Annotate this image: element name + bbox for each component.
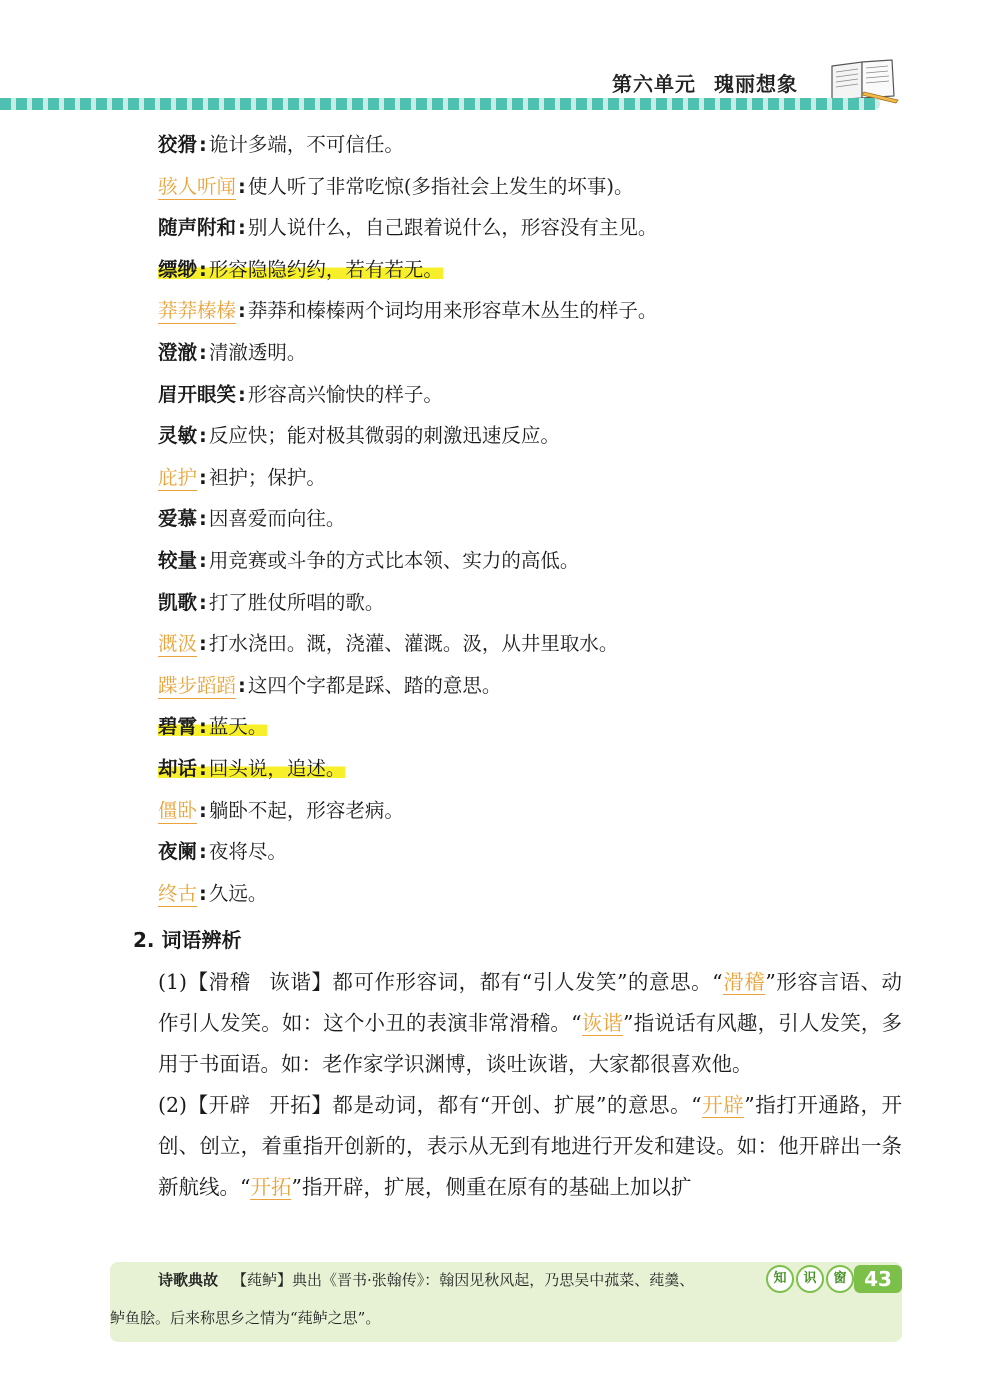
highlighted-entry: 缥缈 : 形容隐隐约约，若有若无。 [158,257,443,281]
analysis-text: ”形容言语、动作引人发笑。如：这个小丑的表演非常滑稽。“ [158,970,903,1035]
analysis-text: ”指打开通路，开创、创立，着重指开创新的，表示从无到有地进行开发和建设。如：他开辟出一条新航线。“ [158,1093,903,1199]
vocab-definition: 这四个字都是踩、踏的意思。 [247,673,502,697]
vocab-term: 较量 [158,548,198,572]
linked-word[interactable]: 开拓 [250,1175,292,1199]
badge-char: 窗 [826,1265,854,1293]
vocab-term-link[interactable]: 蹀步蹈蹈 [158,673,237,697]
linked-word[interactable]: 诙谐 [581,1011,624,1035]
vocab-definition: 用竞赛或斗争的方式比本领、实力的高低。 [208,548,580,572]
knowledge-label: 诗歌典故 [158,1271,219,1289]
vocab-term: 凯歌 [158,590,198,614]
knowledge-line [110,1308,380,1328]
vocab-entry: 终古 : 久远。 [158,881,268,905]
highlighted-entry: 却话 : 回头说，追述。 [158,756,346,780]
knowledge-content: 鲈鱼脍。后来称思乡之情为“莼鲈之思”。 [110,1309,381,1327]
vocab-entry: 澄澈 : 清澈透明。 [158,340,307,364]
highlighted-entry: 碧霄 : 蓝天。 [158,715,268,739]
analysis-text: ”指开辟，扩展，侧重在原有的基础上加以扩 [291,1175,692,1199]
vocab-entry: 溉汲 : 打水浇田。溉，浇灌、灌溉。汲，从井里取水。 [158,632,619,656]
vocab-definition: 蓝天。 [208,715,268,739]
linked-word[interactable]: 开辟 [701,1093,745,1117]
vocab-term-link[interactable]: 莽莽榛榛 [158,299,237,323]
vocab-entry: 较量 : 用竞赛或斗争的方式比本领、实力的高低。 [158,548,580,572]
item-index: (2) [158,1093,188,1117]
vocab-entry: 夜阑 : 夜将尽。 [158,840,287,864]
vocab-term: 澄澈 [158,340,198,364]
vocab-term: 缥缈 [158,257,198,281]
vocab-definition: 别人说什么，自己跟着说什么，形容没有主见。 [247,216,658,240]
vocab-term: 随声附和 [158,216,237,240]
vocab-definition: 躺卧不起，形容老病。 [208,798,404,822]
vocab-entry: 爱慕 : 因喜爱而向往。 [158,507,346,531]
vocab-entry: 狡猾 : 诡计多端，不可信任。 [158,133,404,156]
vocab-entry [158,253,918,295]
badge-char: 识 [796,1265,824,1293]
pair-word: 滑稽 [208,970,251,994]
badge-char: 知 [766,1265,794,1293]
vocab-entry: 凯歌 : 打了胜仗所唱的歌。 [158,590,385,614]
vocab-entry: 随声附和 : 别人说什么，自己跟着说什么，形容没有主见。 [158,216,658,240]
page-number: 43 [854,1265,902,1293]
unit-theme: 瑰丽想象 [714,72,798,96]
unit-number: 第六单元 [612,72,696,96]
vocab-definition: 夜将尽。 [208,840,287,864]
knowledge-content: 【莼鲈】典出《晋书·张翰传》：翰因见秋风起，乃思吴中菰菜、莼羹、 [232,1271,695,1289]
vocab-term: 狡猾 [158,133,198,156]
vocab-definition: 莽莽和榛榛两个词均用来形容草木丛生的样子。 [247,299,658,323]
analysis-paragraph: (2)【开辟 开拓】都是动词，都有“开创、扩展”的意思。“开辟”指打开通路，开创、创立，着重指开创新的，表示从无到有地进行开发和建设。如：他开辟出一条新航线。“开拓”指开辟，扩展，侧重在原有的基础上加以扩 [158,1093,903,1199]
pair-word: 诙谐 [268,970,312,994]
vocab-definition: 因喜爱而向往。 [208,507,346,531]
vocab-definition: 形容高兴愉快的样子。 [247,382,443,406]
knowledge-window-badge [766,1265,854,1293]
vocab-definition: 使人听了非常吃惊(多指社会上发生的坏事)。 [247,174,634,198]
vocab-entry: 僵卧 : 躺卧不起，形容老病。 [158,798,404,822]
vocab-definition: 清澈透明。 [208,340,307,364]
vocab-term-link[interactable]: 僵卧 [158,798,198,822]
analysis-text: 都可作形容词，都有“引人发笑”的意思。“ [332,970,723,994]
analysis-text: ”指说话有风趣，引人发笑，多用于书面语。如：老作家学识渊博，谈吐诙谐，大家都很喜欢他。 [158,1011,903,1076]
unit-title [612,68,798,98]
vocab-entry [158,710,918,752]
section-heading: 2. 词语辨析 [133,928,242,952]
vocab-term-link[interactable]: 终古 [158,881,198,905]
vocab-entry: 骇人听闻 : 使人听了非常吃惊(多指社会上发生的坏事)。 [158,174,634,198]
open-book-with-pencil-icon [826,56,902,104]
vocab-definition: 诡计多端，不可信任。 [208,133,404,156]
vocab-term: 眉开眼笑 [158,382,237,406]
vocab-term: 灵敏 [158,424,198,448]
vocab-entry: 灵敏 : 反应快；能对极其微弱的刺激迅速反应。 [158,424,560,448]
vocab-definition: 反应快；能对极其微弱的刺激迅速反应。 [208,424,560,448]
pair-word: 开辟 [208,1093,251,1117]
pair-word: 开拓 [268,1093,312,1117]
vocab-definition: 久远。 [208,881,268,905]
vocab-term-link[interactable]: 溉汲 [158,632,198,656]
vocab-definition: 打水浇田。溉，浇灌、灌溉。汲，从井里取水。 [208,632,619,656]
analysis-paragraph: (1)【滑稽 诙谐】都可作形容词，都有“引人发笑”的意思。“滑稽”形容言语、动作引人发笑。如：这个小丑的表演非常滑稽。“诙谐”指说话有风趣，引人发笑，多用于书面语。如：老作家学识渊博，谈吐诙谐，大家都很喜欢他。 [158,970,903,1076]
vocab-term: 夜阑 [158,840,198,864]
vocab-list [158,128,918,918]
vocab-entry: 莽莽榛榛 : 莽莽和榛榛两个词均用来形容草木丛生的样子。 [158,299,658,323]
vocab-term: 碧霄 [158,715,198,739]
vocab-definition: 打了胜仗所唱的歌。 [208,590,385,614]
vocab-definition: 袒护；保护。 [208,465,326,489]
header-stripe [0,98,880,110]
vocab-term: 却话 [158,756,198,780]
vocab-definition: 形容隐隐约约，若有若无。 [208,257,443,281]
vocab-term: 爱慕 [158,507,198,531]
word-analysis [158,962,902,1208]
vocab-definition: 回头说，追述。 [208,756,346,780]
vocab-entry: 庇护 : 袒护；保护。 [158,465,326,489]
linked-word[interactable]: 滑稽 [722,970,766,994]
vocab-entry: 蹀步蹈蹈 : 这四个字都是踩、踏的意思。 [158,673,502,697]
item-index: (1) [158,970,188,994]
vocab-term-link[interactable]: 骇人听闻 [158,174,237,198]
vocab-entry [158,752,918,794]
analysis-text: 都是动词，都有“开创、扩展”的意思。“ [332,1093,702,1117]
knowledge-line [158,1270,694,1290]
vocab-entry: 眉开眼笑 : 形容高兴愉快的样子。 [158,382,443,406]
vocab-term-link[interactable]: 庇护 [158,465,198,489]
